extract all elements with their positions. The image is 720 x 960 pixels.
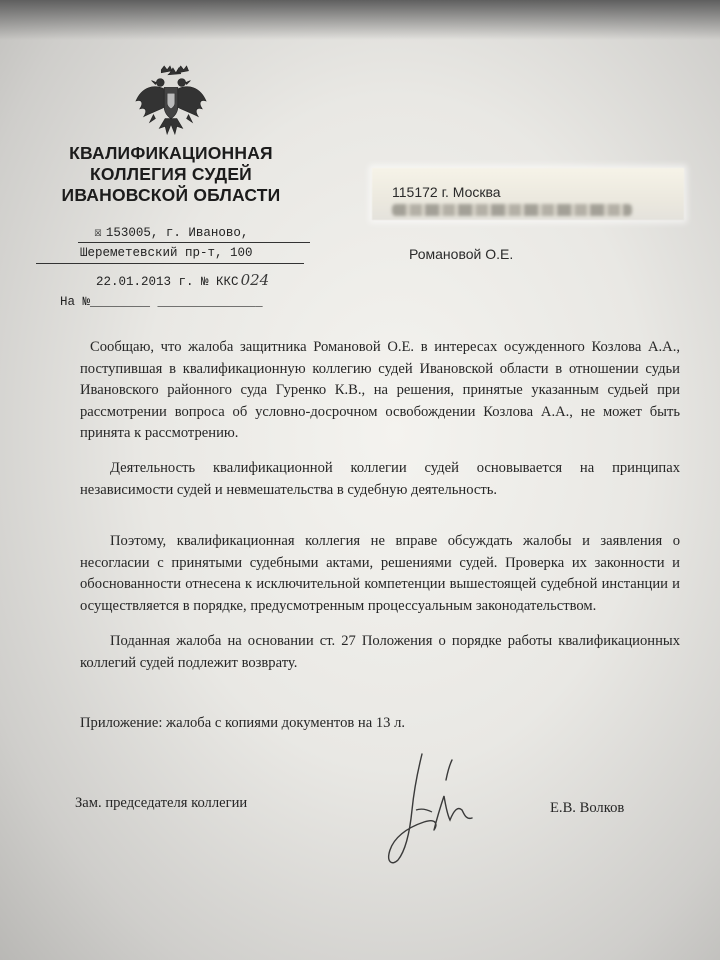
letter-number-prefix: № ККС <box>201 275 239 289</box>
signer-name: Е.В. Волков <box>550 800 625 816</box>
org-line-1: КВАЛИФИКАЦИОННАЯ <box>69 143 273 163</box>
paragraph-1 <box>80 337 680 445</box>
recipient-address-line-1: 115172 г. Москва <box>392 184 501 200</box>
attachment-note: Приложение: жалоба с копиями документов на 13 л. <box>80 715 406 731</box>
paragraph-3-text: Поэтому, квалификационная коллегия не вправе обсуждать жалобы и заявления о несогласии с принятыми судебными актами, решениями судей. Проверка их законности и обоснованности отнесена к исключительной компетенции вышестоящей судебной инстанции и осуществляется в порядке, предусмотренным процессуальным законодательством. <box>80 533 680 614</box>
letter-date: 22.01.2013 г. <box>96 275 194 289</box>
paragraph-3 <box>80 531 680 617</box>
sender-address-line-1 <box>94 225 248 240</box>
organization-name <box>40 143 302 206</box>
envelope-icon: ☒ <box>94 225 102 240</box>
reference-line <box>60 295 263 309</box>
reference-blank-1: ________ <box>90 295 151 309</box>
paragraph-2-text: Деятельность квалификационной коллегии судей основывается на принципах независимости судей и невмешательства в судебную деятельность. <box>80 460 680 498</box>
paragraph-4 <box>80 631 680 674</box>
org-line-3: ИВАНОВСКОЙ ОБЛАСТИ <box>61 185 281 205</box>
header-divider <box>36 263 304 264</box>
outgoing-date-number <box>96 271 269 289</box>
address-divider <box>78 242 310 243</box>
address-text-1: 153005, г. Иваново, <box>105 226 249 240</box>
coat-of-arms-icon <box>132 64 210 140</box>
org-line-2: КОЛЛЕГИЯ СУДЕЙ <box>90 164 252 184</box>
paragraph-2 <box>80 458 680 501</box>
recipient-address-redacted <box>392 204 632 216</box>
signatory-position: Зам. председателя коллегии <box>75 795 248 811</box>
recipient-name: Романовой О.Е. <box>409 246 514 262</box>
handwritten-signature <box>376 750 496 870</box>
letter-number-handwritten: 024 <box>240 271 270 289</box>
reference-label: На № <box>60 295 91 309</box>
paragraph-1-text: Сообщаю, что жалоба защитника Романовой О.Е. в интересах осужденного Козлова А.А., поступившая в квалификационную коллегию судей Ивановской области в отношении судьи Ивановского районного суда Гуренко К.В., на решения, принятые указанным судьей при рассмотрении вопроса об условно-досрочном освобождении Козлова А.А., не может быть принята к рассмотрению. <box>80 339 680 441</box>
sender-address-line-2: Шереметевский пр-т, 100 <box>80 246 253 260</box>
paragraph-4-text: Поданная жалоба на основании ст. 27 Положения о порядке работы квалификационных коллегий судей подлежит возврату. <box>80 633 680 671</box>
reference-blank-2: ______________ <box>157 295 263 309</box>
